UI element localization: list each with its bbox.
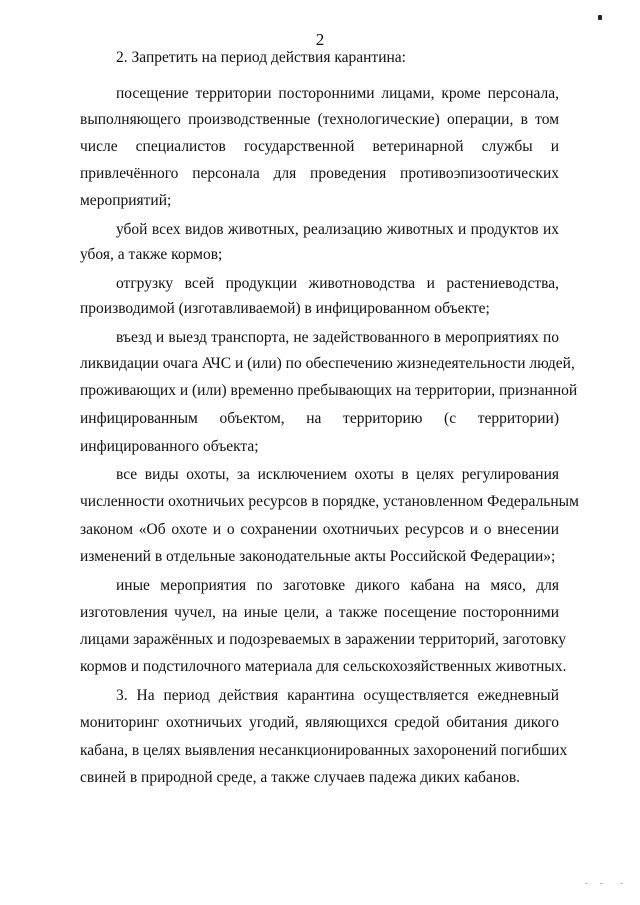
text-line: производимой (изготавливаемой) в инфицированном объекте; [80,300,490,317]
text-line: въезд и выезд транспорта, не задействованного в мероприятиях по [116,329,559,346]
text-line: привлечённого персонала для проведения противоэпизоотических [80,165,559,182]
text-line: убоя, а также кормов; [80,246,223,263]
text-line: иные мероприятия по заготовке дикого кабана на мясо, для [116,577,559,594]
text-line: изготовления чучел, на иные цели, а также посещение посторонними [80,604,559,621]
text-line: посещение территории посторонними лицами, кроме персонала, [116,85,559,102]
paragraph-3: 3. На период действия карантина осуществляется ежедневный [116,687,559,704]
text-line: изменений в отдельные законодательные акты Российской Федерации»; [80,548,556,565]
text-line: инфицированным объектом, на территорию (с территории) [80,410,559,427]
text-line: отгрузку всей продукции животноводства и растениеводства, [116,275,559,292]
text-line: лицами заражённых и подозреваемых в заражении территорий, заготовку [80,631,566,648]
scan-dot [598,15,602,20]
text-line: выполняющего производственные (технологические) операции, в том [80,111,559,128]
text-line: кабана, в целях выявления несанкционированных захоронений погибших [80,742,568,759]
text-line: проживающих и (или) временно пребывающих на территории, признанной [80,382,578,399]
text-line: числе специалистов государственной ветеринарной службы и [80,138,559,155]
page-number: 2 [315,30,325,49]
text-line: убой всех видов животных, реализацию животных и продуктов их [116,221,559,238]
text-line: численности охотничьих ресурсов в порядке, установленном Федеральным [80,493,579,510]
text-line: кормов и подстилочного материала для сельскохозяйственных животных. [80,658,567,675]
scan-mark [585,883,588,884]
text-line: инфицированного объекта; [80,438,259,455]
text-line: законом «Об охоте и о сохранении охотничьих ресурсов и о внесении [80,521,559,538]
paragraph-2-heading: 2. Запретить на период действия карантина: [116,49,406,66]
text-line: все виды охоты, за исключением охоты в целях регулирования [116,466,559,483]
text-line: ликвидации очага АЧС и (или) по обеспечению жизнедеятельности людей, [80,355,575,372]
text-line: свиней в природной среде, а также случаев падежа диких кабанов. [80,769,521,786]
text-line: мониторинг охотничьих угодий, являющихся средой обитания дикого [80,714,559,731]
scan-mark [600,883,603,884]
text-line: мероприятий; [80,192,172,209]
scan-mark [620,883,623,884]
